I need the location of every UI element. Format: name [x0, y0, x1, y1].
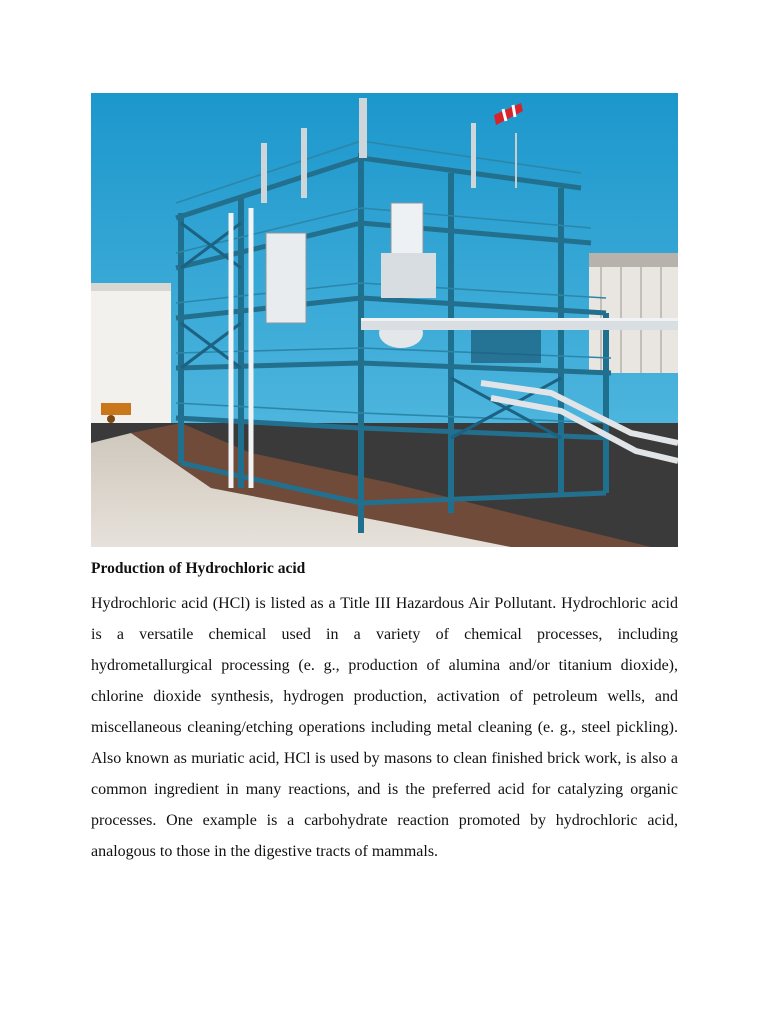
document-heading: Production of Hydrochloric acid: [91, 560, 306, 577]
plant-illustration: [91, 93, 678, 547]
document-paragraph: Hydrochloric acid (HCl) is listed as a Title III Hazardous Air Pollutant. Hydrochloric acid is a versatile chemical used in a variety of chemical processes, including hydrometallurgical processing (e. g., production of alumina and/or titanium dioxide), chlorine dioxide synthesis, hydrogen production, activation of petroleum wells, and miscellaneous cleaning/etching operations including metal cleaning (e. g., steel pickling). Also known as muriatic acid, HCl is used by masons to clean finished brick work, is also a common ingredient in many reactions, and is the preferred acid for catalyzing organic processes. One example is a carbohydrate reaction promoted by hydrochloric acid, analogous to those in the digestive tracts of mammals.: [91, 595, 678, 860]
plant-photo: [91, 93, 678, 547]
